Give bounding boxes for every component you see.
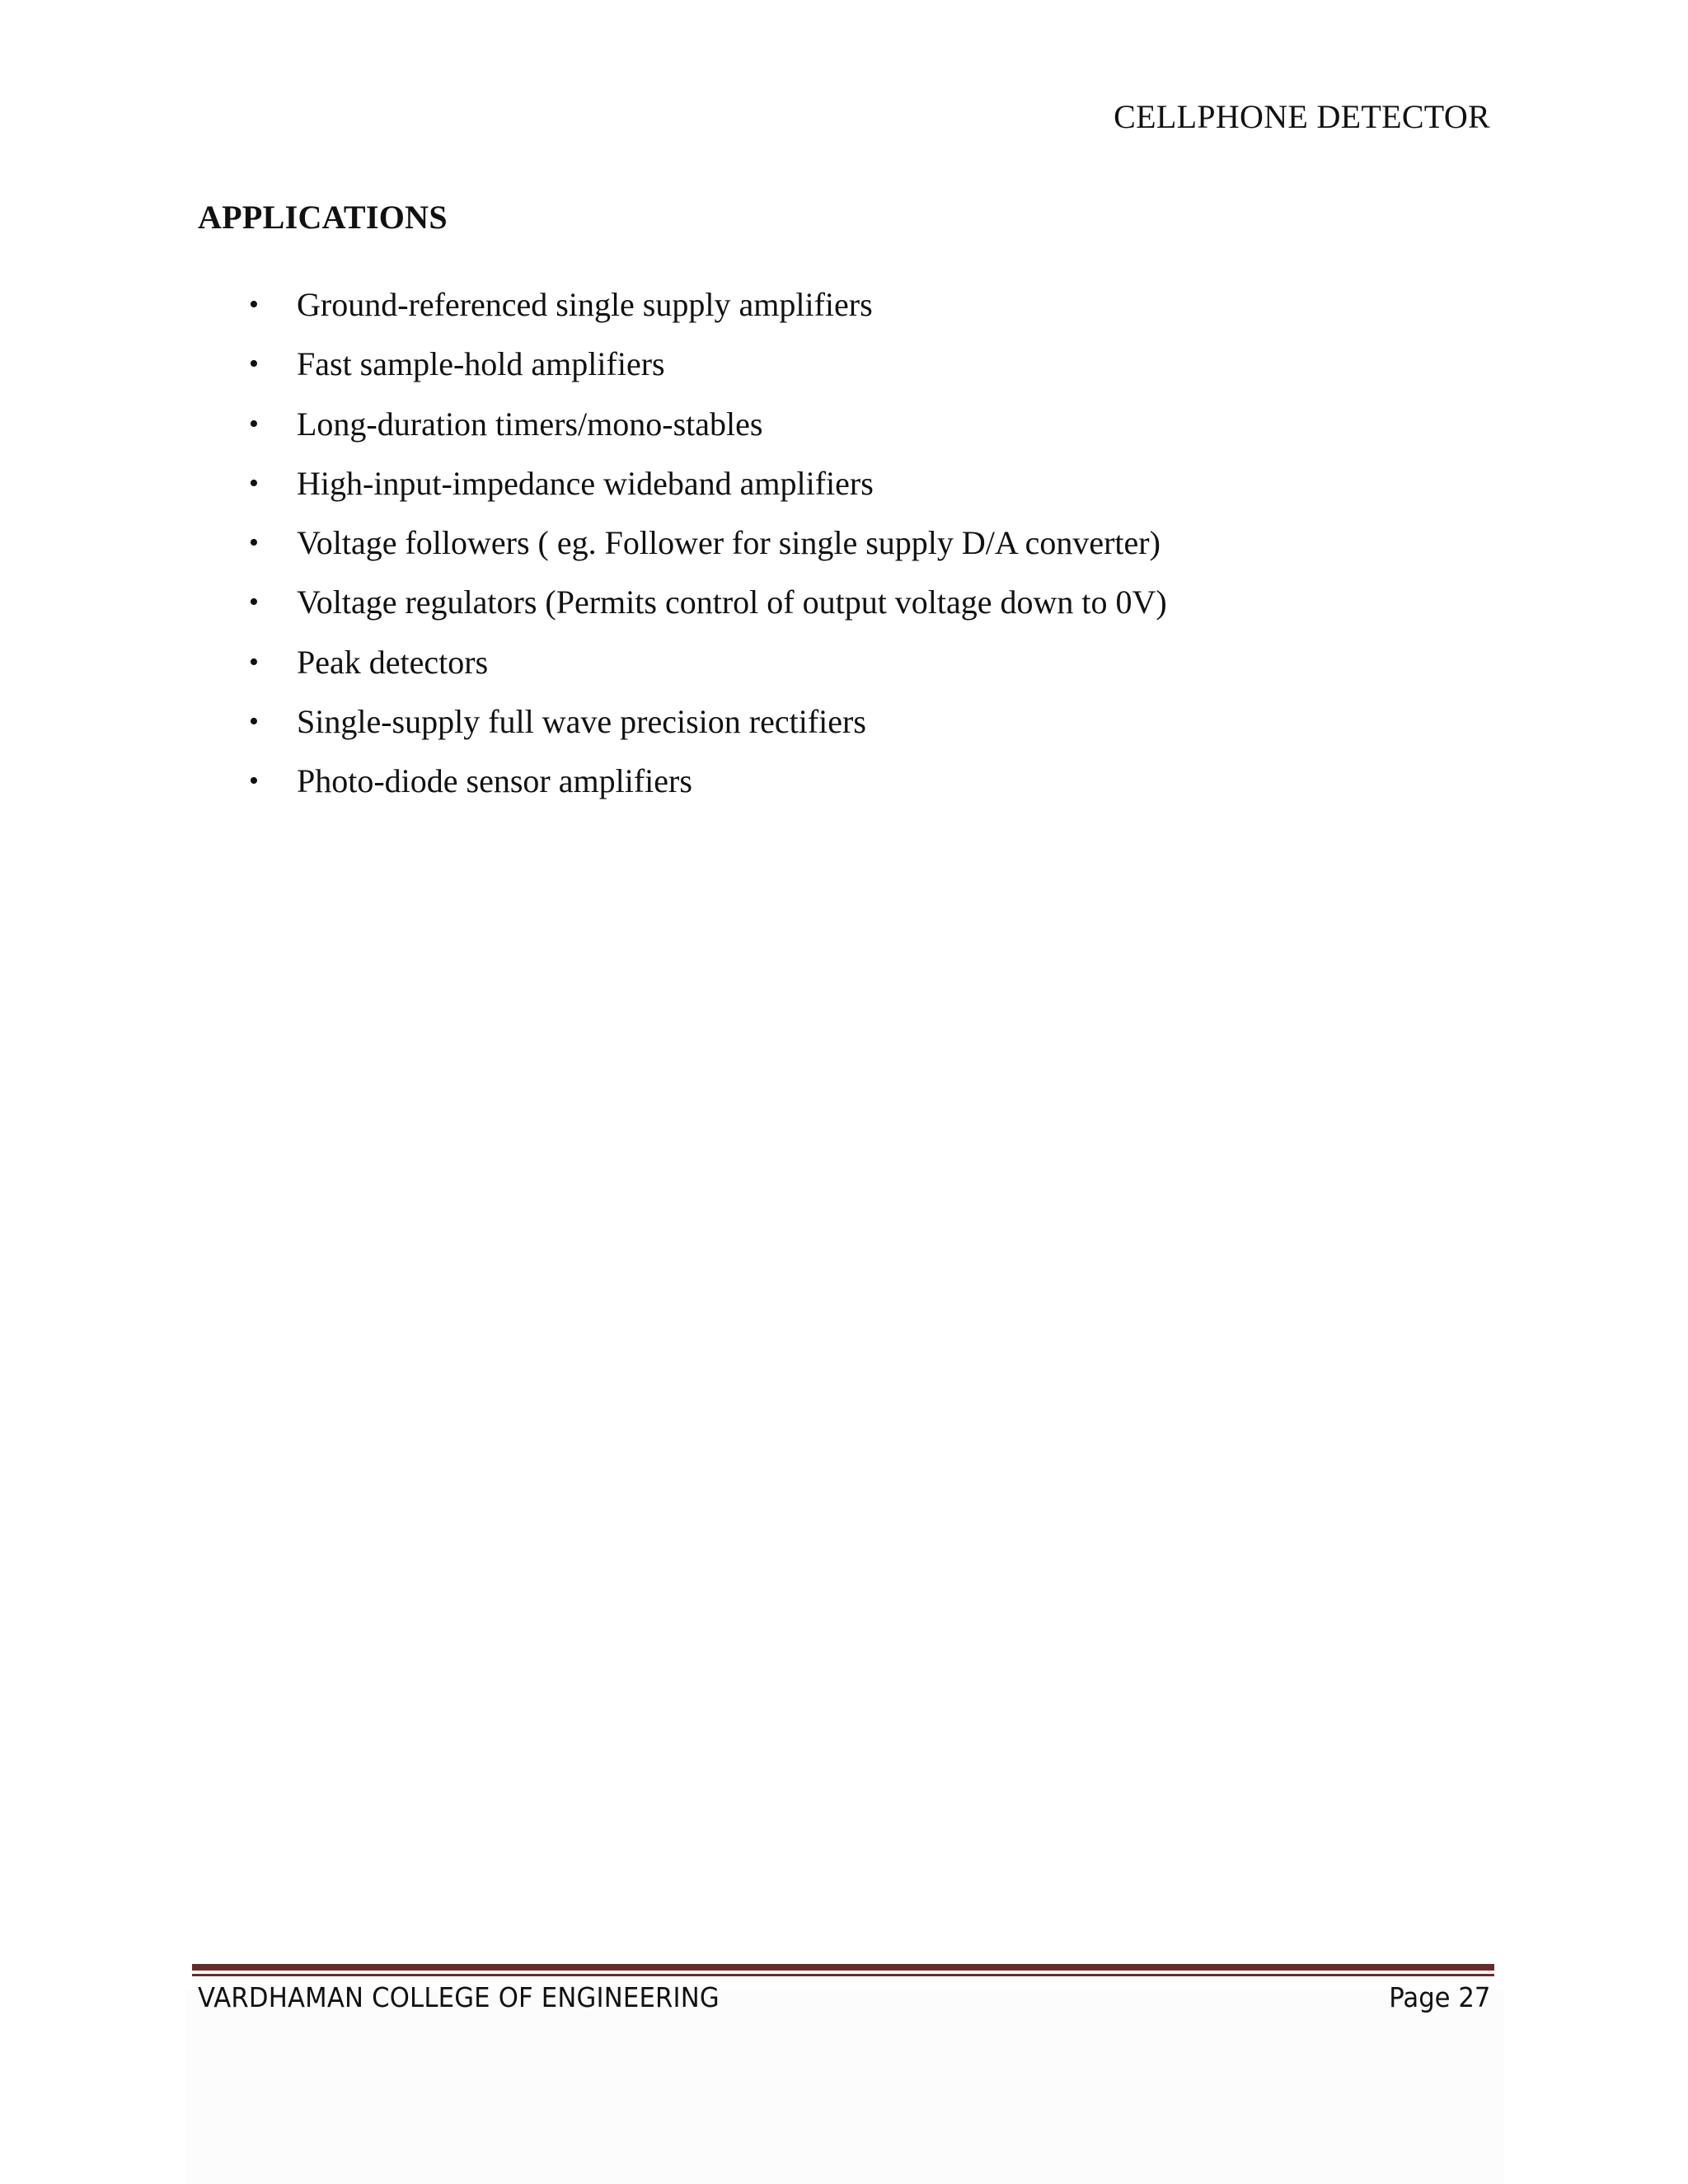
list-item-text: Ground-referenced single supply amplifiers	[297, 286, 873, 323]
bullet-icon: •	[249, 467, 259, 499]
list-item-text: Peak detectors	[297, 643, 489, 681]
list-item-text: High-input-impedance wideband amplifiers	[297, 464, 874, 502]
bullet-icon: •	[249, 527, 259, 559]
bullet-icon: •	[249, 706, 259, 738]
bullet-icon: •	[249, 646, 259, 677]
footer-page-number: Page 27	[1388, 1981, 1490, 2013]
list-item-text: Voltage followers ( eg. Follower for single supply D/A converter)	[297, 524, 1160, 562]
list-item-text: Fast sample-hold amplifiers	[297, 345, 665, 383]
bullet-icon: •	[249, 587, 259, 618]
list-item-text: Voltage regulators (Permits control of output voltage down to 0V)	[297, 583, 1167, 621]
bullet-icon: •	[249, 289, 259, 320]
footer-institution: VARDHAMAN COLLEGE OF ENGINEERING	[198, 1981, 720, 2013]
bullet-icon: •	[249, 766, 259, 797]
running-header-title: CELLPHONE DETECTOR	[1114, 98, 1490, 135]
list-item-text: Long-duration timers/mono-stables	[297, 405, 763, 443]
footer-rule-thin	[192, 1974, 1494, 1976]
section-heading: APPLICATIONS	[198, 199, 448, 236]
list-item-text: Photo-diode sensor amplifiers	[297, 762, 692, 800]
list-item-text: Single-supply full wave precision rectifiers	[297, 703, 866, 741]
page-bottom-shade	[185, 1990, 1504, 2184]
bullet-icon: •	[249, 349, 259, 380]
bullet-icon: •	[249, 408, 259, 439]
footer-rule-thick	[192, 1964, 1494, 1971]
